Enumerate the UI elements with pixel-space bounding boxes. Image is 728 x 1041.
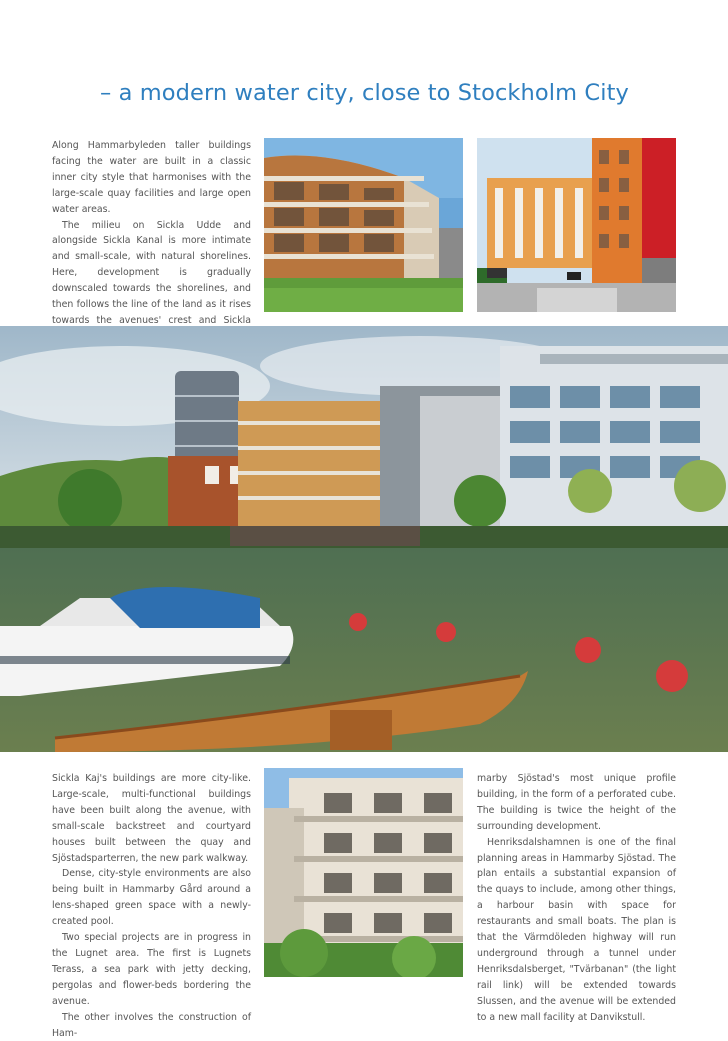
body-paragraph: Two special projects are in progress in the Lugnet area. The first is Lugnets Terass, a sea park with jetty decking, pergolas and flower-beds bordering the avenue. — [52, 932, 251, 1007]
page-headline: – a modern water city, close to Stockholm City — [100, 80, 629, 106]
body-paragraph: Dense, city-style environments are also being built in Hammarby Gård around a lens-shaped green space with a newly-created pool. — [52, 868, 251, 928]
body-paragraph: Sickla Kaj's buildings are more city-like. Large-scale, multi-functional buildings have been built along the avenue, with small-scale backstreet and courtyard houses built between the quay and Sjöstadsparterren, the new park walkway. — [52, 773, 251, 864]
balcony-building-photo — [264, 768, 463, 977]
intro-text — [52, 138, 251, 345]
intro-paragraph: The milieu on Sickla Udde and alongside Sickla Kanal is more intimate and small-scale, with natural shorelines. Here, development is gradually downscaled towards the shorelines, and then follows the line of the land as it rises towards the avenues' crest and Sickla — [52, 219, 251, 326]
lower-left-text — [52, 771, 251, 1041]
lower-right-text — [477, 771, 676, 1026]
curved-building-photo — [264, 138, 463, 312]
body-paragraph: The other involves the construction of Ham- — [52, 1011, 251, 1039]
intro-paragraph: Along Hammarbyleden taller buildings facing the water are built in a classic inner city style that harmonises with the large-scale quay facilities and large open water areas. — [52, 140, 251, 215]
waterfront-photo — [0, 326, 728, 752]
body-paragraph: marby Sjöstad's most unique profile building, in the form of a perforated cube. The building is twice the height of the surrounding development. — [477, 773, 676, 832]
orange-buildings-photo — [477, 138, 676, 312]
body-paragraph: Henriksdalshamnen is one of the final planning areas in Hammarby Sjöstad. The plan entails a substantial expansion of the quays to include, among other things, a harbour basin with space for restaurants and small boats. The plan is that the Värmdöleden highway will run underground through a tunnel under Henriksdalsberget, "Tvärbanan" (the light rail link) will be extended towards Slussen, and the avenue will be extended to a new mall facility at Danvikstull. — [477, 836, 676, 1023]
